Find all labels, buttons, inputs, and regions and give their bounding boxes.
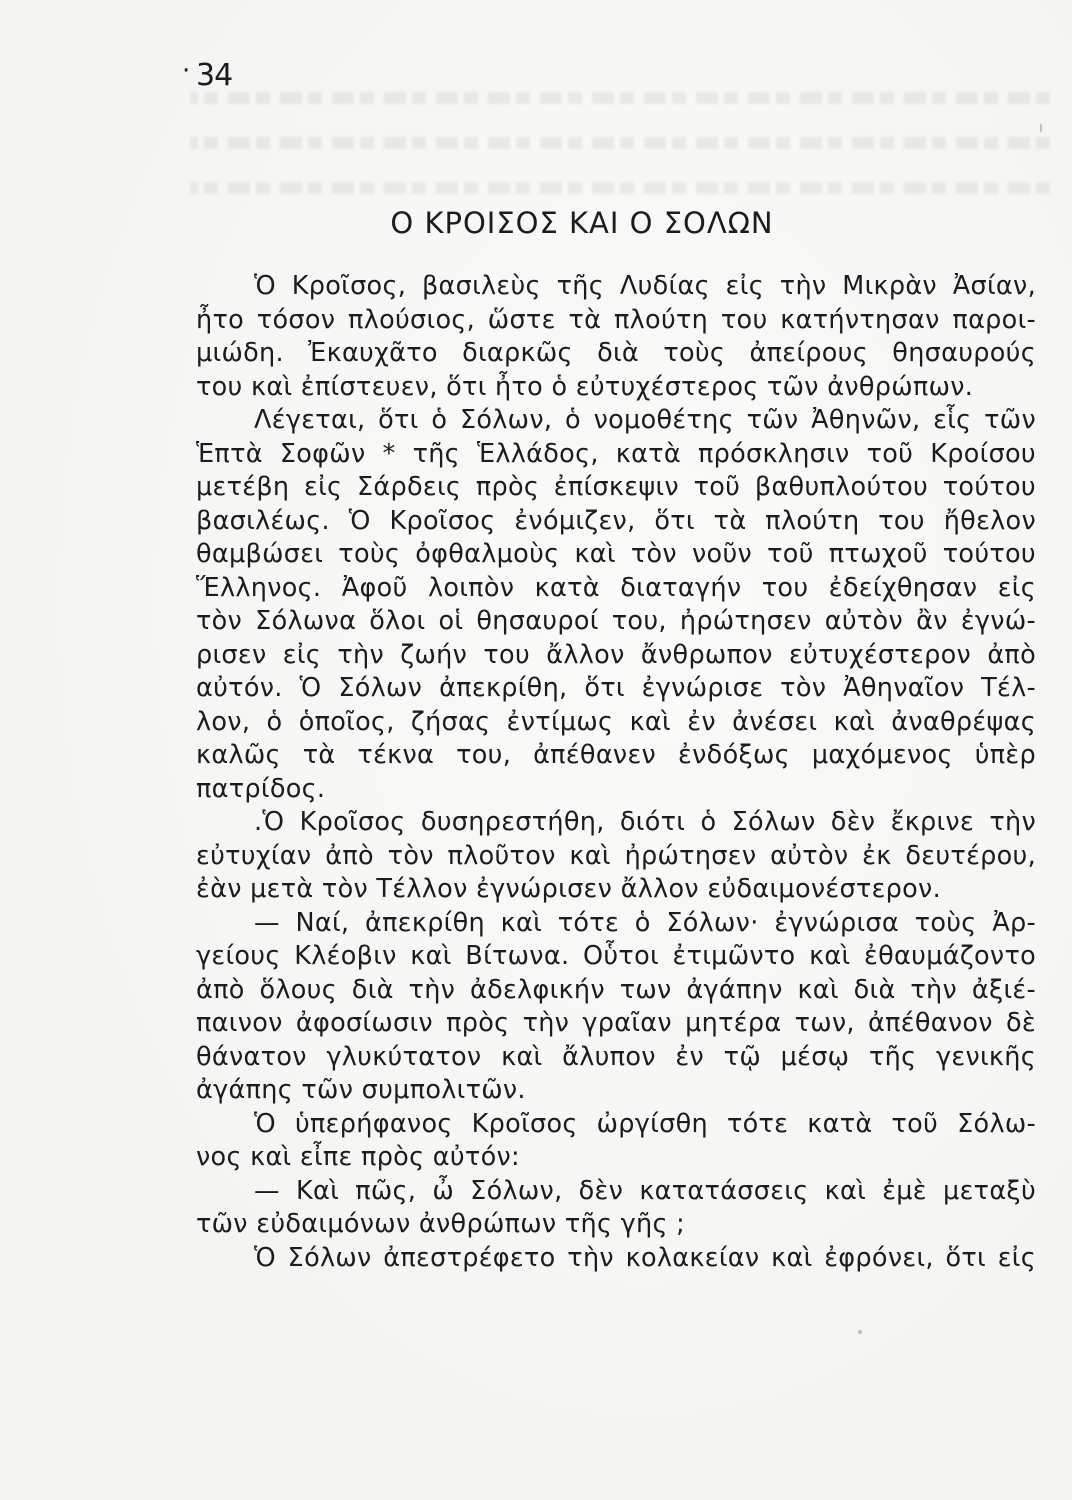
- text-line: αὐτόν. Ὁ Σόλων ἀπεκρίθη, ὅτι ἐγνώρισε τὸν Ἀθηναῖον Τέλ-: [196, 673, 1036, 703]
- text-line: βασιλέως. Ὁ Κροῖσος ἐνόμιζεν, ὅτι τὰ πλούτη του ἤθελον: [196, 505, 1036, 536]
- text-line: — Ναί, ἀπεκρίθη καὶ τότε ὁ Σόλων· ἐγνώρισα τοὺς Ἀρ-: [254, 907, 1036, 938]
- text-line: λον, ὁ ὁποῖος, ζήσας ἐντίμως καὶ ἐν ἀνέσει καὶ ἀναθρέψας: [196, 706, 1036, 737]
- paper-speck: [1040, 124, 1042, 132]
- text-line: .Ὁ Κροῖσος δυσηρεστήθη, διότι ὁ Σόλων δὲν ἔκρινε τὴν: [254, 807, 1036, 837]
- text-line: ἀγάπης τῶν συμπολιτῶν.: [196, 1075, 526, 1105]
- paper-speck: [858, 1330, 862, 1334]
- text-line: τῶν εὐδαιμόνων ἀνθρώπων τῆς γῆς ;: [196, 1209, 686, 1239]
- text-line: θάνατον γλυκύτατον καὶ ἄλυπον ἐν τῷ μέσῳ τῆς γενικῆς: [196, 1041, 1036, 1072]
- text-line: Λέγεται, ὅτι ὁ Σόλων, ὁ νομοθέτης τῶν Ἀθηνῶν, εἷς τῶν: [254, 405, 1036, 435]
- text-line: ρισεν εἰς τὴν ζωήν του ἄλλον ἄνθρωπον εὐτυχέστερον ἀπὸ: [196, 639, 1036, 670]
- text-line: Ὁ ὑπερήφανος Κροῖσος ὠργίσθη τότε κατὰ τοῦ Σόλω-: [254, 1108, 1036, 1139]
- text-line: του καὶ ἐπίστευεν, ὅτι ἦτο ὁ εὐτυχέστερος τῶν ἀνθρώπων.: [196, 371, 974, 402]
- chapter-title: Ο ΚΡΟΙΣΟΣ ΚΑΙ Ο ΣΟΛΩΝ: [390, 206, 774, 240]
- text-line: πατρίδος.: [196, 773, 326, 804]
- text-line: παινον ἀφοσίωσιν πρὸς τὴν γραῖαν μητέρα των, ἀπέθανον δὲ: [196, 1008, 1036, 1038]
- text-line: τὸν Σόλωνα ὅλοι οἱ θησαυροί του, ἠρώτησεν αὐτὸν ἂν ἐγνώ-: [196, 606, 1036, 636]
- text-line: ἦτο τόσον πλούσιος, ὥστε τὰ πλούτη του κατήντησαν παροι-: [196, 304, 1036, 335]
- body-text: [196, 270, 1036, 1275]
- text-line: μιώδη. Ἐκαυχᾶτο διαρκῶς διὰ τοὺς ἀπείρους θησαυρούς: [196, 338, 1036, 368]
- text-line: μετέβη εἰς Σάρδεις πρὸς ἐπίσκεψιν τοῦ βαθυπλούτου τούτου: [196, 472, 1036, 502]
- text-line: ἀπὸ ὅλους διὰ τὴν ἀδελφικήν των ἀγάπην καὶ διὰ τὴν ἀξιέ-: [196, 974, 1036, 1005]
- text-line: νος καὶ εἶπε πρὸς αὐτόν:: [196, 1142, 520, 1172]
- page-number: · 34: [196, 58, 232, 93]
- text-line: εὐτυχίαν ἀπὸ τὸν πλοῦτον καὶ ἠρώτησεν αὐτὸν ἐκ δευτέρου,: [196, 840, 1036, 871]
- text-line: Ἑπτὰ Σοφῶν * τῆς Ἑλλάδος, κατὰ πρόσκλησιν τοῦ Κροίσου: [196, 438, 1036, 469]
- text-line: γείους Κλέοβιν καὶ Βίτωνα. Οὗτοι ἐτιμῶντο καὶ ἐθαυμάζοντο: [196, 941, 1036, 971]
- text-line: καλῶς τὰ τέκνα του, ἀπέθανεν ἐνδόξως μαχόμενος ὑπὲρ: [196, 740, 1036, 770]
- text-line: Ὁ Κροῖσος, βασιλεὺς τῆς Λυδίας εἰς τὴν Μικρὰν Ἀσίαν,: [254, 271, 1036, 301]
- text-line: — Καὶ πῶς, ὦ Σόλων, δὲν κατατάσσεις καὶ ἐμὲ μεταξὺ: [254, 1175, 1036, 1206]
- text-line: Ἕλληνος. Ἀφοῦ λοιπὸν κατὰ διαταγήν του ἐδείχθησαν εἰς: [196, 572, 1036, 603]
- text-line: Ὁ Σόλων ἀπεστρέφετο τὴν κολακείαν καὶ ἐφρόνει, ὅτι εἰς: [254, 1242, 1036, 1273]
- text-line: ἐὰν μετὰ τὸν Τέλλον ἐγνώρισεν ἄλλον εὐδαιμονέστερον.: [196, 874, 942, 904]
- text-line: θαμβώσει τοὺς ὀφθαλμοὺς καὶ τὸν νοῦν τοῦ πτωχοῦ τούτου: [196, 539, 1036, 569]
